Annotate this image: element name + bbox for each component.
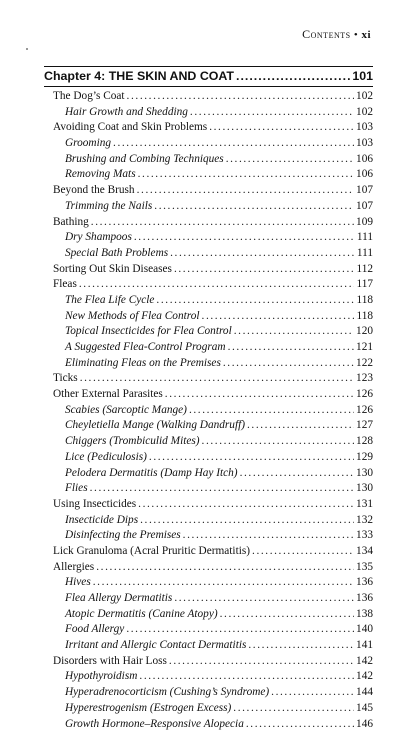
dot-leader	[139, 669, 354, 685]
toc-entry[interactable]	[53, 528, 373, 544]
toc-entry-label: Hypothyroidism	[65, 669, 137, 685]
toc-entry-label: Beyond the Brush	[53, 183, 135, 199]
toc-entry-label: Food Allergy	[65, 622, 124, 638]
dot-leader	[234, 324, 354, 340]
toc-entry[interactable]	[53, 387, 373, 403]
dot-leader	[226, 152, 354, 168]
toc-entry-label: Sorting Out Skin Diseases	[53, 262, 172, 278]
dot-leader	[91, 215, 354, 231]
toc-entry[interactable]	[53, 701, 373, 717]
toc-entry-label: Trimming the Nails	[65, 199, 152, 215]
dot-leader	[113, 136, 354, 152]
toc-entry[interactable]	[53, 497, 373, 513]
toc-entry[interactable]	[53, 293, 373, 309]
page-number: xi	[361, 29, 371, 41]
dot-leader	[170, 246, 355, 262]
dot-leader	[252, 544, 354, 560]
toc-entry-label: Growth Hormone–Responsive Alopecia	[65, 717, 244, 732]
toc-entry[interactable]	[53, 560, 373, 576]
toc-entry[interactable]	[53, 105, 373, 121]
dot-leader	[236, 69, 350, 83]
toc-entry-label: Lice (Pediculosis)	[65, 450, 147, 466]
dot-leader	[183, 528, 354, 544]
toc-entry-page: 117	[356, 277, 373, 293]
toc-entry[interactable]	[53, 340, 373, 356]
dot-leader	[137, 183, 354, 199]
dot-leader	[126, 622, 354, 638]
toc-entry[interactable]	[53, 607, 373, 623]
dot-leader	[93, 575, 354, 591]
toc-entry-label: Brushing and Combing Techniques	[65, 152, 224, 168]
toc-entry[interactable]	[53, 434, 373, 450]
toc-entry-page: 102	[356, 89, 373, 105]
toc-entry-page: 106	[356, 152, 373, 168]
toc-entry-page: 107	[356, 183, 373, 199]
top-rule	[44, 66, 373, 67]
toc-entry-page: 142	[356, 654, 373, 670]
toc-entry-page: 136	[356, 591, 373, 607]
dot-leader	[154, 199, 354, 215]
dot-leader	[134, 230, 355, 246]
toc-entry-label: Using Insecticides	[53, 497, 136, 513]
toc-entry-page: 130	[356, 481, 373, 497]
running-head	[302, 27, 371, 42]
toc-entry-page: 144	[356, 685, 373, 701]
dot-leader	[220, 607, 354, 623]
dot-leader	[240, 466, 354, 482]
toc-entry-page: 123	[356, 371, 373, 387]
toc-entry-page: 135	[356, 560, 373, 576]
toc-entry-page: 118	[356, 293, 373, 309]
dot-leader	[90, 481, 354, 497]
toc-entry[interactable]	[53, 685, 373, 701]
toc-entry-page: 130	[356, 466, 373, 482]
toc-entry[interactable]	[53, 544, 373, 560]
toc-entry-label: Hyperestrogenism (Estrogen Excess)	[65, 701, 231, 717]
toc-entry-label: Irritant and Allergic Contact Dermatitis	[65, 638, 246, 654]
toc-entry-label: Insecticide Dips	[65, 513, 138, 529]
dot-leader	[174, 591, 354, 607]
toc-list	[53, 89, 373, 732]
dot-leader	[233, 701, 354, 717]
toc-entry[interactable]	[53, 513, 373, 529]
toc-entry-label: Flea Allergy Dermatitis	[65, 591, 172, 607]
toc-entry[interactable]	[53, 450, 373, 466]
dot-leader	[223, 356, 354, 372]
dot-leader	[80, 371, 354, 387]
dot-leader	[96, 560, 354, 576]
toc-entry-page: 126	[356, 387, 373, 403]
toc-entry-page: 145	[356, 701, 373, 717]
toc-entry[interactable]	[53, 167, 373, 183]
toc-entry[interactable]	[53, 654, 373, 670]
toc-entry-label: Special Bath Problems	[65, 246, 168, 262]
dot-leader	[246, 717, 354, 732]
dot-leader	[174, 262, 355, 278]
toc-entry-page: 121	[356, 340, 373, 356]
toc-entry-label: Eliminating Fleas on the Premises	[65, 356, 221, 372]
toc-entry-page: 127	[356, 418, 373, 434]
toc-entry-label: Ticks	[53, 371, 78, 387]
toc-entry-label: Cheyletiella Mange (Walking Dandruff)	[65, 418, 245, 434]
toc-entry[interactable]	[53, 403, 373, 419]
dot-leader	[248, 638, 354, 654]
toc-entry[interactable]	[53, 277, 373, 293]
toc-entry-page: 109	[356, 215, 373, 231]
chapter-title: Chapter 4: THE SKIN AND COAT	[44, 69, 234, 83]
dot-leader	[138, 167, 354, 183]
toc-entry-page: 136	[356, 575, 373, 591]
toc-entry-label: The Flea Life Cycle	[65, 293, 154, 309]
bullet-separator: •	[354, 29, 358, 41]
toc-entry-page: 126	[356, 403, 373, 419]
toc-entry-page: 111	[357, 230, 373, 246]
toc-entry-label: Scabies (Sarcoptic Mange)	[65, 403, 187, 419]
toc-entry-page: 118	[356, 309, 373, 325]
toc-entry[interactable]	[53, 120, 373, 136]
toc-entry[interactable]	[53, 136, 373, 152]
toc-entry-page: 107	[356, 199, 373, 215]
toc-entry[interactable]	[53, 183, 373, 199]
dot-leader	[190, 105, 354, 121]
toc-entry-label: Lick Granuloma (Acral Pruritic Dermatitis)	[53, 544, 250, 560]
chapter-heading[interactable]	[44, 69, 373, 85]
toc-entry-page: 111	[357, 246, 373, 262]
toc-entry[interactable]	[53, 575, 373, 591]
toc-entry-page: 112	[356, 262, 373, 278]
toc-entry-label: Chiggers (Trombiculid Mites)	[65, 434, 200, 450]
dot-leader	[209, 120, 354, 136]
dot-leader	[127, 89, 355, 105]
toc-entry-page: 140	[356, 622, 373, 638]
toc-entry[interactable]	[53, 591, 373, 607]
dot-leader	[140, 513, 354, 529]
toc-entry-page: 133	[356, 528, 373, 544]
toc-entry[interactable]	[53, 669, 373, 685]
dot-leader	[202, 309, 355, 325]
toc-entry-label: Hives	[65, 575, 91, 591]
toc-entry-label: Allergies	[53, 560, 94, 576]
toc-entry[interactable]	[53, 230, 373, 246]
toc-entry[interactable]	[53, 356, 373, 372]
toc-entry-page: 141	[356, 638, 373, 654]
bottom-rule	[44, 86, 373, 87]
toc-entry-label: Flies	[65, 481, 88, 497]
toc-entry[interactable]	[53, 262, 373, 278]
toc-entry[interactable]	[53, 309, 373, 325]
dot-leader	[156, 293, 354, 309]
running-head-title: Contents	[302, 27, 350, 41]
toc-entry[interactable]	[53, 371, 373, 387]
toc-entry-page: 120	[356, 324, 373, 340]
toc-entry[interactable]	[53, 324, 373, 340]
dot-leader	[247, 418, 354, 434]
toc-entry-label: Topical Insecticides for Flea Control	[65, 324, 232, 340]
toc-entry-page: 103	[356, 120, 373, 136]
toc-entry-page: 122	[356, 356, 373, 372]
toc-entry[interactable]	[53, 466, 373, 482]
toc-entry-page: 129	[356, 450, 373, 466]
toc-entry-page: 102	[356, 105, 373, 121]
toc-entry-label: Disinfecting the Premises	[65, 528, 181, 544]
toc-entry-label: Removing Mats	[65, 167, 136, 183]
toc-entry-page: 128	[356, 434, 373, 450]
toc-entry[interactable]	[53, 717, 373, 732]
toc-entry[interactable]	[53, 481, 373, 497]
toc-entry-label: Hyperadrenocorticism (Cushing’s Syndrome)	[65, 685, 269, 701]
toc-entry-label: Bathing	[53, 215, 89, 231]
toc-entry-page: 103	[356, 136, 373, 152]
dot-leader	[271, 685, 354, 701]
toc-entry-page: 106	[356, 167, 373, 183]
dot-leader	[202, 434, 355, 450]
toc-entry-page: 132	[356, 513, 373, 529]
toc-entry-label: New Methods of Flea Control	[65, 309, 200, 325]
toc-entry-label: Grooming	[65, 136, 111, 152]
chapter-page: 101	[352, 69, 373, 83]
toc-entry[interactable]	[53, 638, 373, 654]
toc-entry-page: 146	[356, 717, 373, 732]
dot-leader	[138, 497, 354, 513]
dot-leader	[228, 340, 354, 356]
toc-entry-label: Avoiding Coat and Skin Problems	[53, 120, 207, 136]
toc-entry[interactable]	[53, 199, 373, 215]
dot-leader	[165, 387, 354, 403]
toc-entry[interactable]	[53, 215, 373, 231]
dot-leader	[79, 277, 355, 293]
dot-leader	[169, 654, 354, 670]
dot-leader	[189, 403, 354, 419]
toc-entry-page: 142	[356, 669, 373, 685]
toc-entry[interactable]	[53, 246, 373, 262]
toc-entry-label: Hair Growth and Shedding	[65, 105, 188, 121]
toc-entry-label: Fleas	[53, 277, 77, 293]
toc-entry-label: Pelodera Dermatitis (Damp Hay Itch)	[65, 466, 238, 482]
toc-entry[interactable]	[53, 418, 373, 434]
toc-entry-label: Atopic Dermatitis (Canine Atopy)	[65, 607, 218, 623]
toc-entry[interactable]	[53, 622, 373, 638]
dot-leader	[149, 450, 354, 466]
toc-entry-label: Other External Parasites	[53, 387, 163, 403]
toc-entry-label: Disorders with Hair Loss	[53, 654, 167, 670]
toc-entry-label: The Dog’s Coat	[53, 89, 125, 105]
toc-entry-label: Dry Shampoos	[65, 230, 132, 246]
toc-entry-page: 134	[356, 544, 373, 560]
toc-entry[interactable]	[53, 152, 373, 168]
toc-entry-page: 138	[356, 607, 373, 623]
toc-entry-label: A Suggested Flea-Control Program	[65, 340, 226, 356]
toc-entry[interactable]	[53, 89, 373, 105]
stray-mark	[26, 48, 28, 50]
toc-entry-page: 131	[356, 497, 373, 513]
